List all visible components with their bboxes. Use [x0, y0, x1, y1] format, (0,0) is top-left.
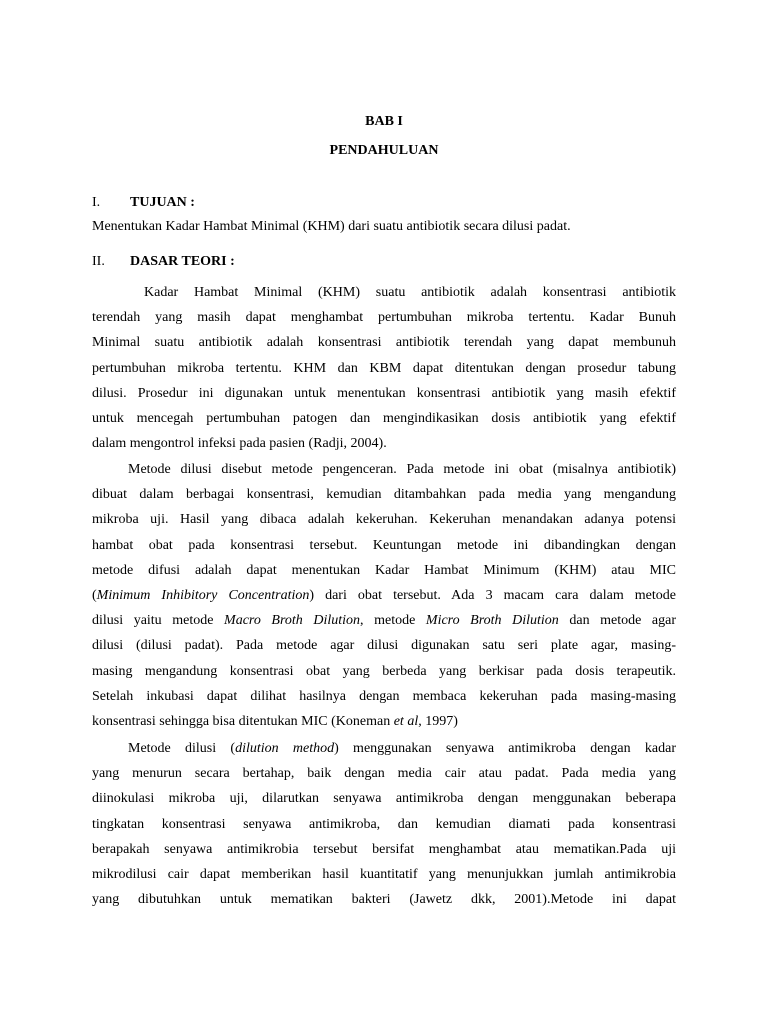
chapter-title: PENDAHULUAN: [329, 143, 439, 158]
text-line: terendah yang masih dapat menghambat pertumbuhan mikroba tertentu. Kadar Bunuh: [92, 310, 676, 326]
text-line: mikrodilusi cair dapat memberikan hasil kuantitatif yang menunjukkan jumlah antimikrobia: [92, 866, 676, 882]
text-run: , 1997): [418, 713, 458, 729]
italic-term: Micro Broth Dilution: [425, 613, 559, 629]
text-run: , metode: [360, 613, 426, 629]
text-line: [92, 709, 676, 734]
text-line: Setelah inkubasi dapat dilihat hasilnya dengan membaca kekeruhan pada masing-masing: [92, 688, 676, 704]
section-heading-dasar-teori: [92, 254, 392, 274]
text-line: dilusi. Prosedur ini digunakan untuk menentukan konsentrasi antibiotik yang masih efektif: [92, 385, 676, 401]
text-line: Metode dilusi disebut metode pengenceran. Pada metode ini obat (misalnya antibiotik): [128, 462, 676, 477]
text-line: [92, 736, 676, 761]
text-line: hambat obat pada konsentrasi tersebut. Keuntungan metode ini dibandingkan dengan: [92, 537, 676, 553]
italic-term: Minimum Inhibitory Concentration: [96, 587, 310, 603]
paragraph: [92, 457, 676, 734]
text-line: untuk mencegah pertumbuhan patogen dan mengindikasikan dosis antibiotik yang efektif: [92, 410, 676, 426]
text-run: Metode dilusi (: [128, 741, 236, 756]
text-run: ) dari obat tersebut. Ada 3 macam cara dalam metode: [309, 587, 676, 603]
text-line: [92, 583, 676, 608]
section-heading-tujuan: [92, 195, 392, 215]
text-run: dilusi yaitu metode: [92, 613, 225, 629]
text-run: ) menggunakan senyawa antimikroba dengan kadar: [334, 741, 677, 756]
italic-term: dilution method: [235, 741, 335, 756]
section-title: TUJUAN :: [130, 195, 195, 210]
section-numeral: I.: [92, 195, 101, 210]
section-numeral: II.: [92, 254, 105, 269]
text-line: dibuat dalam berbagai konsentrasi, kemudian ditambahkan pada media yang mengandung: [92, 487, 676, 503]
paragraph: [92, 736, 676, 912]
text-line: masing mengandung konsentrasi obat yang berbeda yang berkisar pada dosis terapeutik.: [92, 663, 676, 679]
text-line: tingkatan konsentrasi senyawa antimikroba, dan kemudian diamati pada konsentrasi: [92, 816, 676, 832]
section-title: DASAR TEORI :: [130, 254, 235, 269]
italic-term: Macro Broth Dilution: [224, 613, 361, 629]
text-run: (: [92, 587, 97, 603]
text-line: yang menurun secara bertahap, baik dengan media cair atau padat. Pada media yang: [92, 766, 676, 782]
text-run: konsentrasi sehingga bisa ditentukan MIC (Koneman: [92, 713, 394, 729]
text-line: yang dibutuhkan untuk mematikan bakteri (Jawetz dkk, 2001).Metode ini dapat: [92, 892, 676, 908]
text-line: [92, 608, 676, 633]
text-line: berapakah senyawa antimikrobia tersebut bersifat menghambat atau mematikan.Pada uji: [92, 841, 676, 857]
paragraph: [92, 280, 676, 456]
text-line: Kadar Hambat Minimal (KHM) suatu antibiotik adalah konsentrasi antibiotik: [144, 285, 676, 300]
text-line: dalam mengontrol infeksi pada pasien (Radji, 2004).: [92, 436, 387, 452]
tujuan-text: Menentukan Kadar Hambat Minimal (KHM) dari suatu antibiotik secara dilusi padat.: [92, 219, 571, 234]
text-line: metode difusi adalah dapat menentukan Kadar Hambat Minimum (KHM) atau MIC: [92, 562, 676, 578]
text-run: dan metode agar: [558, 613, 677, 629]
text-line: pertumbuhan mikroba tertentu. KHM dan KBM dapat ditentukan dengan prosedur tabung: [92, 360, 676, 376]
italic-term: et al: [393, 713, 419, 729]
text-line: mikroba uji. Hasil yang dibaca adalah kekeruhan. Kekeruhan menandakan adanya potensi: [92, 512, 676, 528]
text-line: dilusi (dilusi padat). Pada metode agar dilusi digunakan satu seri plate agar, masing-: [92, 638, 676, 654]
text-line: diinokulasi mikroba uji, dilarutkan senyawa antimikroba dengan menggunakan beberapa: [92, 791, 676, 807]
chapter-number: BAB I: [365, 114, 403, 129]
text-line: Minimal suatu antibiotik adalah konsentrasi antibiotik terendah yang dapat membunuh: [92, 335, 676, 351]
